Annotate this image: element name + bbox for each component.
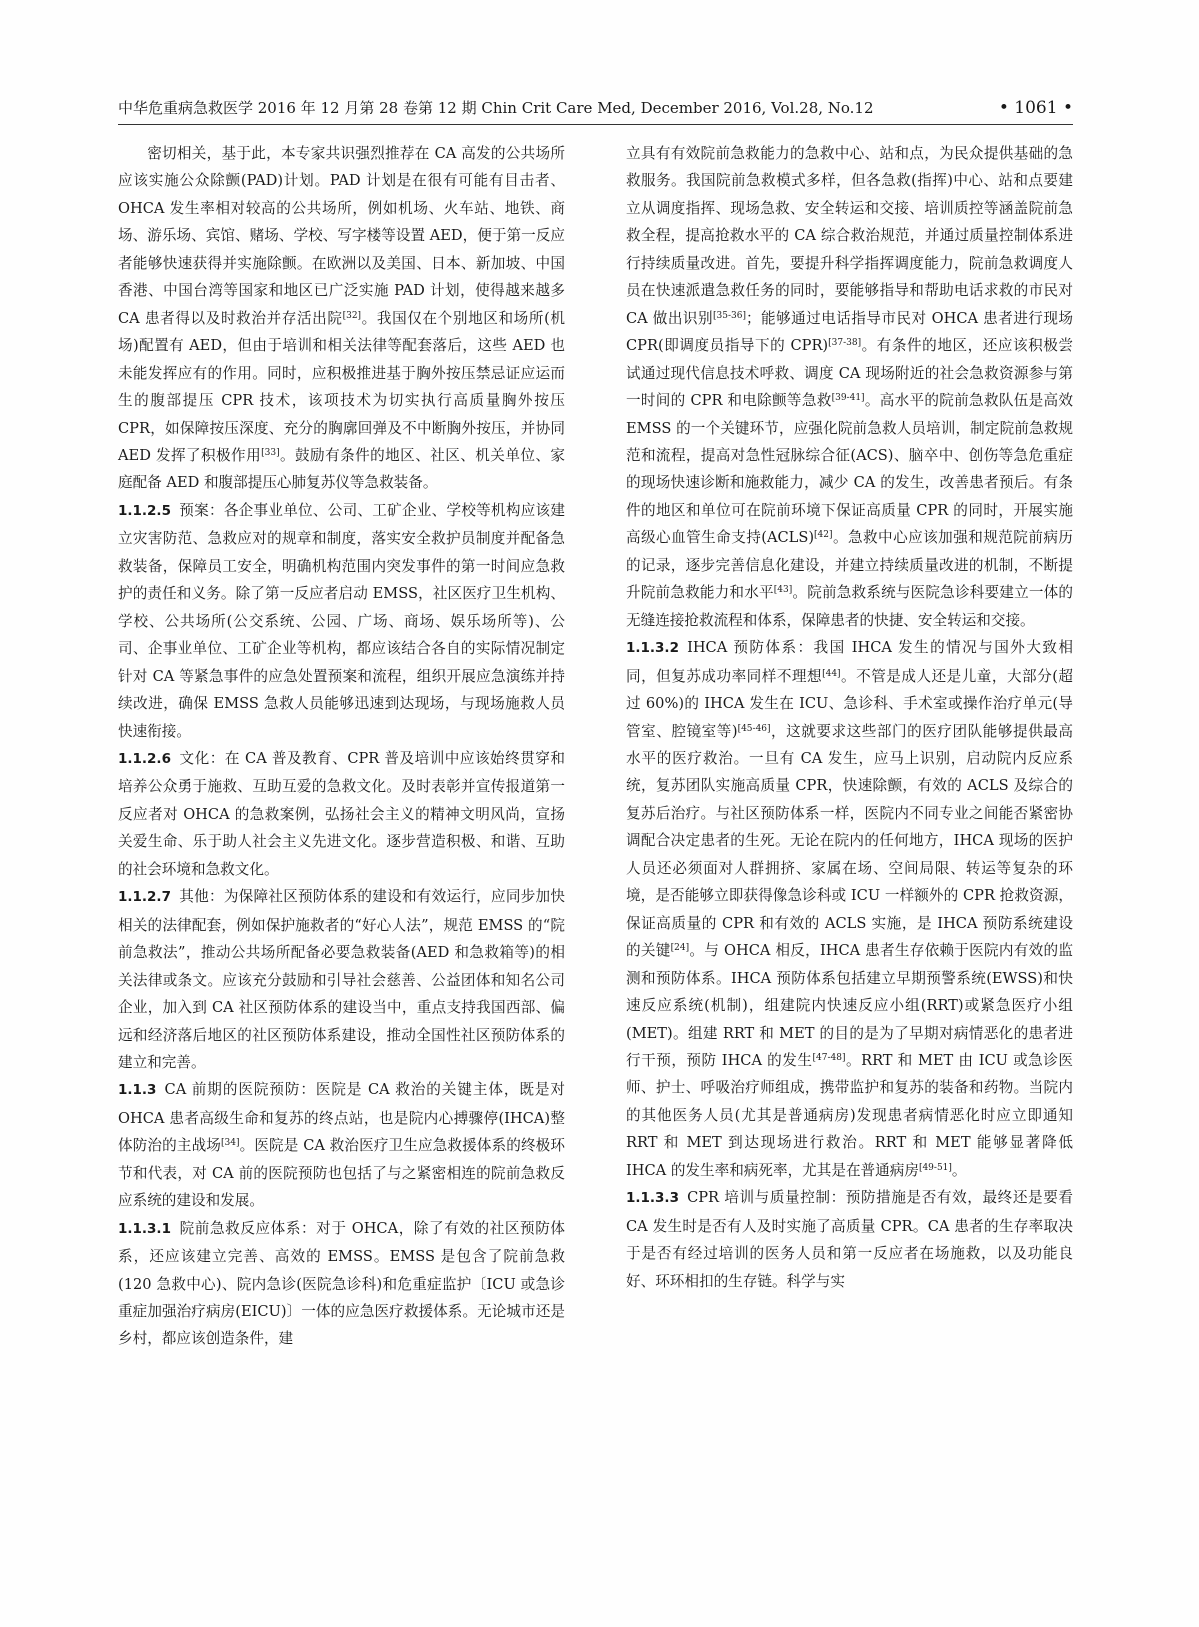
paragraph-text: 。院前急救系统与医院急诊科要建立一体的无缝连接抢救流程和体系，保障患者的快捷、安全转运和交接。 (626, 584, 1073, 629)
citation-ref: [37-38] (828, 338, 862, 349)
citation-ref: [33] (261, 447, 280, 458)
paragraph-text: 。高水平的院前急救队伍是高效 EMSS 的一个关键环节，应强化院前急救人员培训，制定院前急救规范和流程，提高对急性冠脉综合征(ACS)、脑卒中、创伤等急危重症的现场快速诊断和施救能力，减少 CA 的发生，改善患者预后。有条件的地区和单位可在院前环境下保证高质量 CPR 的同时，开展实施高级心血管生命支持(ACLS) (626, 392, 1073, 547)
header-divider (118, 124, 1073, 125)
paragraph-pad-program (118, 140, 565, 497)
journal-citation: 中华危重病急救医学 2016 年 12 月第 28 卷第 12 期 Chin Crit Care Med, December 2016, Vol.28, No.12 (118, 99, 874, 117)
page-number: • 1061 • (998, 98, 1073, 118)
section-number: 1.1.2.5 (118, 502, 171, 519)
paragraph-text: CPR 培训与质量控制：预防措施是否有效，最终还是要看 CA 发生时是否有人及时实施了高质量 CPR。CA 患者的生存率取决于是否有经过培训的医务人员和第一反应者在场施救，以及功能良好、环环相扣的生存链。科学与实 (626, 1189, 1073, 1290)
paragraph-text: 院前急救反应体系：对于 OHCA，除了有效的社区预防体系，还应该建立完善、高效的 EMSS。EMSS 是包含了院前急救(120 急救中心)、院内急诊(医院急诊科)和危重症监护〔ICU 或急诊重症加强治疗病房(EICU)〕一体的应急医疗救援体系。无论城市还是乡村，都应该创造条件，建 (118, 1219, 565, 1348)
citation-ref: [44] (822, 668, 841, 679)
citation-ref: [24] (670, 943, 690, 954)
section-1-1-2-7 (118, 883, 565, 1076)
paragraph-text: 。鼓励有条件的地区、社区、机关单位、家庭配备 AED 和腹部提压心肺复苏仪等急救装备。 (118, 446, 565, 492)
paragraph-text: 立具有有效院前急救能力的急救中心、站和点，为民众提供基础的急救服务。我国院前急救模式多样，但各急救(指挥)中心、站和点要建立从调度指挥、现场急救、安全转运和交接、培训质控等涵盖院前急救全程，提高抢救水平的 CA 综合救治规范，并通过质量控制体系进行持续质量改进。首先，要提升科学指挥调度能力，院前急救调度人员在快速派遣急救任务的同时，要能够指导和帮助电话求救的市民对 CA 做出识别 (626, 145, 1073, 327)
paragraph-text: 。不管是成人还是儿童，大部分(超过 60%)的 IHCA 发生在 ICU、急诊科、手术室或操作治疗单元(导管室、腔镜室等) (626, 667, 1073, 740)
section-number: 1.1.3.3 (626, 1190, 679, 1207)
section-1-1-3-2 (626, 634, 1073, 1184)
left-column (118, 140, 565, 1353)
citation-ref: [42] (814, 530, 833, 541)
section-number: 1.1.3 (118, 1082, 157, 1099)
paragraph-text: IHCA 预防体系：我国 IHCA 发生的情况与国外大致相同，但复苏成功率同样不理想 (626, 639, 1073, 685)
section-1-1-3-3 (626, 1184, 1073, 1295)
paragraph-text: ，这就要求这些部门的医疗团队能够提供最高水平的医疗救治。一旦有 CA 发生，应马上识别，启动院内反应系统，复苏团队实施高质量 CPR，快速除颤，有效的 ACLS 及综合的复苏后治疗。与社区预防体系一样，医院内不同专业之间能否紧密协调配合决定患者的生死。无论在院内的任何地方，IHCA 现场的医护人员还必须面对人群拥挤、家属在场、空间局限、转运等复杂的环境，是否能够立即获得像急诊科或 ICU 一样额外的 CPR 抢救资源，保证高质量的 CPR 和有效的 ACLS 实施，是 IHCA 预防系统建设的关键 (626, 722, 1073, 960)
citation-ref: [39-41] (831, 393, 865, 404)
section-number: 1.1.3.1 (118, 1220, 171, 1237)
right-column (626, 140, 1073, 1295)
section-1-1-3 (118, 1076, 565, 1214)
running-header (118, 97, 1073, 119)
paragraph-prehospital-continued (626, 140, 1073, 634)
paragraph-text: 。 (951, 1161, 967, 1179)
paragraph-text: 。有条件的地区，还应该积极尝试通过现代信息技术呼救、调度 CA 现场附近的社会急救资源参与第一时间的 CPR 和电除颤等急救 (626, 337, 1073, 410)
paragraph-text: ；能够通过电话指导市民对 OHCA 患者进行现场 CPR(即调度员指导下的 CPR) (626, 309, 1073, 355)
section-1-1-3-1 (118, 1215, 565, 1353)
paragraph-text: 文化：在 CA 普及教育、CPR 普及培训中应该始终贯穿和培养公众勇于施救、互助互爱的急救文化。及时表彰并宣传报道第一反应者对 OHCA 的急救案例，弘扬社会主义的精神文明风尚，宣扬关爱生命、乐于助人社会主义先进文化。逐步营造积极、和谐、互助的社会环境和急救文化。 (118, 749, 565, 878)
paragraph-text: 。急救中心应该加强和规范院前病历的记录，逐步完善信息化建设，并建立持续质量改进的机制，不断提升院前急救能力和水平 (626, 529, 1073, 602)
paragraph-text: 。与 OHCA 相反，IHCA 患者生存依赖于医院内有效的监测和预防体系。IHCA 预防体系包括建立早期预警系统(EWSS)和快速反应系统(机制)，组建院内快速反应小组(RRT)或紧急医疗小组(MET)。组建 RRT 和 MET 的目的是为了早期对病情恶化的患者进行干预，预防 IHCA 的发生 (626, 942, 1073, 1069)
citation-ref: [43] (773, 585, 793, 596)
section-1-1-2-5 (118, 497, 565, 745)
paragraph-text: 其他：为保障社区预防体系的建设和有效运行，应同步加快相关的法律配套，例如保护施救者的“好心人法”，规范 EMSS 的“院前急救法”，推动公共场所配备必要急救装备(AED 和急救箱等)的相关法律或条文。应该充分鼓励和引导社会慈善、公益团体和知名公司企业，加入到 CA 社区预防体系的建设当中，重点支持我国西部、偏远和经济落后地区的社区预防体系建设，推动全国性社区预防体系的建立和完善。 (118, 888, 565, 1071)
citation-ref: [47-48] (812, 1052, 846, 1063)
citation-ref: [45-46] (737, 723, 771, 734)
paragraph-text: 密切相关，基于此，本专家共识强烈推荐在 CA 高发的公共场所应该实施公众除颤(PAD)计划。PAD 计划是在很有可能有目击者、OHCA 发生率相对较高的公共场所，例如机场、火车站、地铁、商场、游乐场、宾馆、赌场、学校、写字楼等设置 AED，便于第一反应者能够快速获得并实施除颤。在欧洲以及美国、日本、新加坡、中国香港、中国台湾等国家和地区已广泛实施 PAD 计划，使得越来越多 CA 患者得以及时救治并存活出院 (118, 145, 565, 327)
section-number: 1.1.2.6 (118, 750, 171, 767)
citation-ref: [35-36] (713, 310, 746, 321)
citation-ref: [34] (221, 1138, 240, 1149)
citation-ref: [32] (342, 310, 362, 321)
section-1-1-2-6 (118, 745, 565, 883)
paragraph-text: 。医院是 CA 救治医疗卫生应急救援体系的终极环节和代表，对 CA 前的医院预防也包括了与之紧密相连的院前急救反应系统的建设和发展。 (118, 1137, 565, 1210)
section-number: 1.1.3.2 (626, 640, 679, 657)
paragraph-text: 预案：各企事业单位、公司、工矿企业、学校等机构应该建立灾害防范、急救应对的规章和制度，落实安全救护员制度并配备急救装备，保障员工安全，明确机构范围内突发事件的第一时间应急救护的责任和义务。除了第一反应者启动 EMSS，社区医疗卫生机构、学校、公共场所(公交系统、公园、广场、商场、娱乐场所等)、公司、企事业单位、工矿企业等机构，都应该结合各自的实际情况制定针对 CA 等紧急事件的应急处置预案和流程，组织开展应急演练并持续改进，确保 EMSS 急救人员能够迅速到达现场，与现场施救人员快速衔接。 (118, 501, 565, 740)
section-number: 1.1.2.7 (118, 889, 171, 906)
paragraph-text: CA 前期的医院预防：医院是 CA 救治的关键主体，既是对 OHCA 患者高级生命和复苏的终点站，也是院内心搏骤停(IHCA)整体防治的主战场 (118, 1081, 565, 1155)
citation-ref: [49-51] (918, 1162, 952, 1173)
paragraph-text: 。我国仅在个别地区和场所(机场)配置有 AED，但由于培训和相关法律等配套落后，这些 AED 也未能发挥应有的作用。同时，应积极推进基于胸外按压禁忌证应运而生的腹部提压 CPR 技术，该项技术为切实执行高质量胸外按压 CPR，如保障按压深度、充分的胸廓回弹及不中断胸外按压，并协同 AED 发挥了积极作用 (118, 309, 565, 464)
paragraph-text: 。RRT 和 MET 由 ICU 或急诊医师、护士、呼吸治疗师组成，携带监护和复苏的装备和药物。当院内的其他医务人员(尤其是普通病房)发现患者病情恶化时应立即通知 RRT 和 MET 到达现场进行救治。RRT 和 MET 能够显著降低 IHCA 的发生率和病死率，尤其是在普通病房 (626, 1051, 1073, 1179)
